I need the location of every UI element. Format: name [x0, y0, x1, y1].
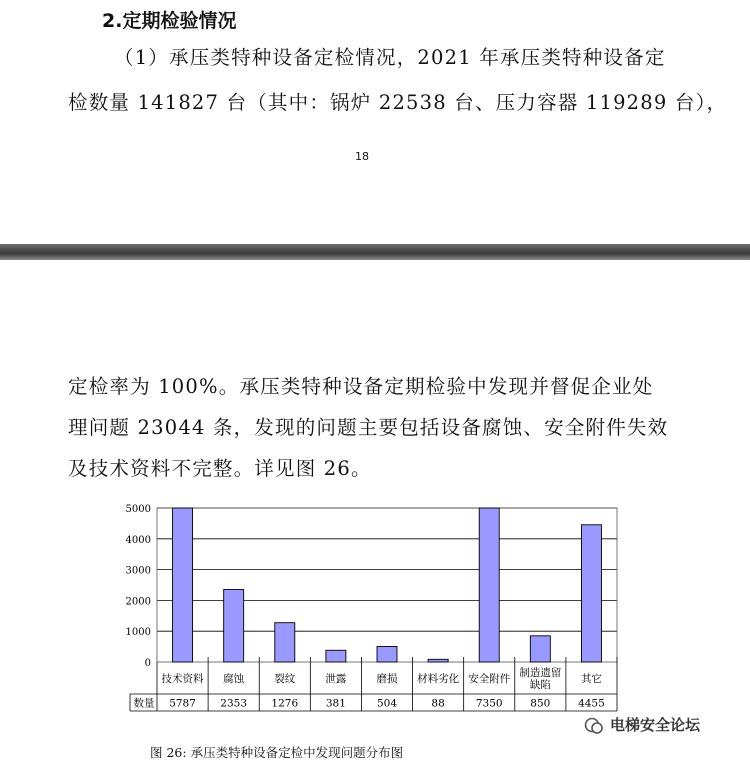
page-number: 18 [355, 150, 369, 163]
category-label: 磨损 [376, 673, 398, 685]
bar-1 [224, 590, 244, 662]
figure-caption: 图 26: 承压类特种设备定检中发现问题分布图 [150, 745, 404, 760]
paragraph-2-line-2: 理问题 23044 条，发现的问题主要包括设备腐蚀、安全附件失效 [68, 416, 669, 439]
page-separator [0, 244, 750, 260]
y-tick-label: 4000 [125, 534, 151, 546]
y-tick-label: 0 [144, 658, 151, 669]
bar-6 [479, 508, 499, 662]
paragraph-2-line-3: 及技术资料不完整。详见图 26。 [68, 457, 372, 480]
bar-0 [173, 508, 193, 662]
category-label: 裂纹 [274, 673, 296, 685]
table-row-label: 数量 [133, 697, 155, 710]
data-label: 88 [431, 697, 445, 710]
section-heading: 2.定期检验情况 [102, 10, 237, 32]
bar-7 [530, 636, 550, 662]
paragraph-1-line-2: 检数量 141827 台（其中：锅炉 22538 台、压力容器 119289 台）， [68, 91, 728, 114]
y-tick-label: 3000 [125, 565, 151, 577]
bar-5 [428, 659, 448, 662]
category-label: 材料劣化 [417, 673, 460, 685]
paragraph-1-line-1: （1）承压类特种设备定检情况，2021 年承压类特种设备定 [114, 46, 666, 69]
data-label: 381 [325, 697, 346, 710]
data-label: 2353 [220, 697, 248, 710]
y-tick-label: 2000 [125, 596, 151, 608]
category-label: 泄露 [325, 673, 347, 685]
category-label: 其它 [580, 673, 602, 685]
data-label: 504 [376, 697, 398, 710]
y-tick-label: 5000 [125, 504, 151, 515]
data-label: 1276 [271, 697, 299, 710]
data-label: 7350 [475, 697, 503, 710]
category-label: 安全附件 [468, 673, 511, 685]
data-label: 850 [530, 697, 551, 710]
category-label: 技术资料 [161, 673, 204, 685]
bar-3 [326, 650, 346, 662]
category-label: 缺陷 [529, 679, 551, 691]
y-tick-label: 1000 [125, 627, 151, 639]
bar-8 [581, 525, 601, 662]
watermark-text: 电梯安全论坛 [610, 716, 701, 734]
data-label: 4455 [578, 697, 605, 710]
bar-4 [377, 646, 397, 662]
bar-2 [275, 623, 295, 662]
paragraph-2-line-1: 定检率为 100%。承压类特种设备定期检验中发现并督促企业处 [68, 375, 654, 398]
category-label: 腐蚀 [223, 673, 245, 685]
issue-distribution-chart [0, 495, 750, 720]
wechat-logo-icon [584, 716, 604, 736]
category-label: 制造遗留 [519, 667, 562, 679]
data-label: 5787 [169, 697, 196, 710]
